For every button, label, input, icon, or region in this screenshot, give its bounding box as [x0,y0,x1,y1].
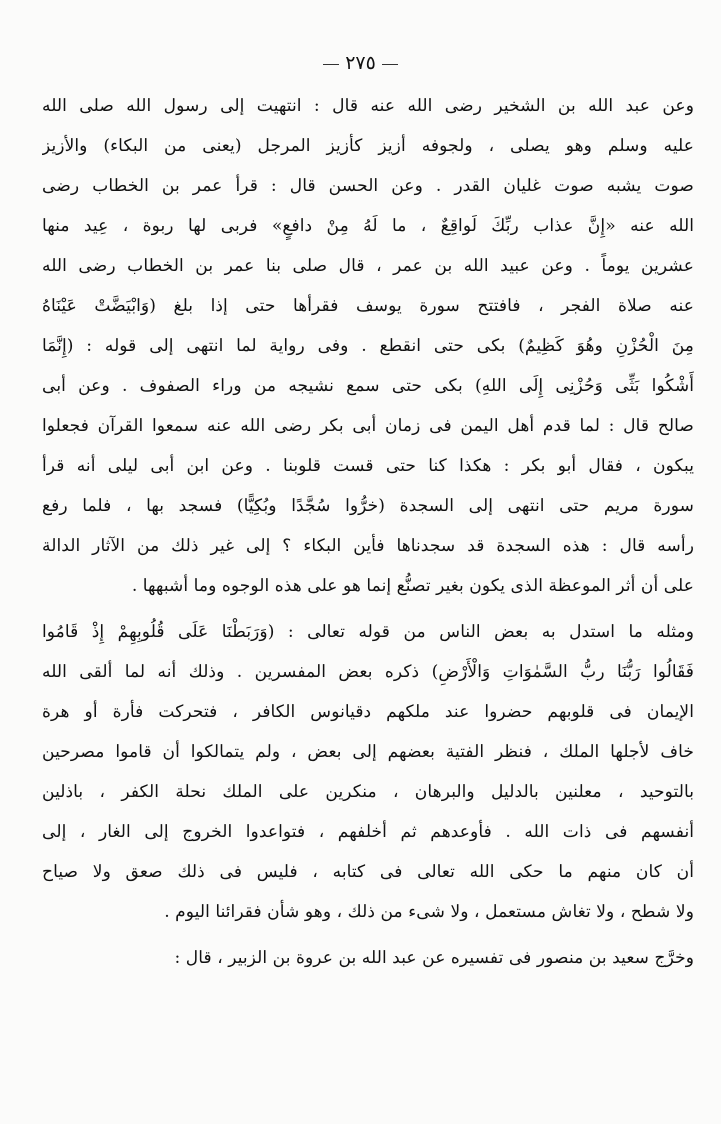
body-text [42,86,694,978]
text-line: ولا شطح ، ولا تغاش مستعمل ، ولا شىء من ذلك ، وهو شأن فقرائنا اليوم . [164,902,694,922]
text-line: وعن عبد الله بن الشخير رضى الله عنه قال : انتهيت إلى رسول الله صلى الله [42,96,694,116]
text-line: عنه صلاة الفجر ، فافتتح سورة يوسف فقرأها حتى إذا بلغ (وَابْيَضَّتْ عَيْنَاهُ [42,296,694,316]
text-line: الله عنه «إِنَّ عذاب ربِّكَ لَواقِعٌ ، ما لَهُ مِنْ دافعٍ» فربى لها ربوة ، عِيد منها [42,216,694,236]
page-number: ٢٧٥ [345,52,376,74]
paragraph-1 [42,86,694,606]
text-line: أَشْكُوا بَثِّى وَحُزْنِى إِلَى اللهِ) بكى حتى سمع نشيجه من وراء الصفوف . وعن أبى [42,376,694,396]
text-line: صالح قال : لما قدم أهل اليمن فى زمان أبى بكر رضى الله عنه سمعوا القرآن فجعلوا [42,416,694,436]
page-header [0,52,721,74]
text-line: يبكون ، فقال أبو بكر : هكذا كنا حتى قست قلوبنا . وعن ابن أبى ليلى أنه قرأ [42,456,694,476]
left-dash [323,64,339,65]
text-line: الإيمان فى قلوبهم حضروا عند ملكهم دقيانوس الكافر ، فتحركت فأرة أو هرة [42,702,694,722]
text-line: عليه وسلم وهو يصلى ، ولجوفه أزيز كأزيز المرجل (يعنى من البكاء) والأزيز [42,136,694,156]
text-line: ومثله ما استدل به بعض الناس من قوله تعالى : (وَرَبَطْنَا عَلَى قُلُوبِهِمْ إِذْ قَامُوا [42,622,694,642]
text-line: رأسه قال : هذه السجدة قد سجدناها فأين البكاء ؟ إلى غير ذلك من الآثار الدالة [42,536,694,556]
text-line: أنفسهم فى ذات الله . فأوعدهم ثم أخلفهم ، فتواعدوا الخروج إلى الغار ، إلى [42,822,694,842]
text-line: سورة مريم حتى انتهى إلى السجدة (خرُّوا سُجَّدًا وبُكِيًّا) فسجد بها ، فلما رفع [42,496,694,516]
text-line: صوت يشبه صوت غليان القدر . وعن الحسن قال : قرأ عمر بن الخطاب رضى [42,176,694,196]
text-line: وخرَّج سعيد بن منصور فى تفسيره عن عبد الله بن عروة بن الزبير ، قال : [174,948,694,968]
text-line: على أن أثر الموعظة الذى يكون بغير تصنُّع إنما هو على هذه الوجوه وما أشبهها . [131,576,694,596]
text-line: عشرين يوماً . وعن عبيد الله بن عمر ، قال صلى بنا عمر بن الخطاب رضى الله [42,256,694,276]
text-line: أن كان منهم ما حكى الله تعالى فى كتابه ، فليس فى ذلك صعق ولا صياح [42,862,694,882]
text-line: بالتوحيد ، معلنين بالدليل والبرهان ، منكرين على الملك نحلة الكفر ، باذلين [42,782,694,802]
right-dash [382,64,398,65]
text-line: مِنَ الْحُزْنِ وهُوَ كَظِيمٌ) بكى حتى انقطع . وفى رواية لما انتهى إلى قوله : (إِنَّمَا [42,336,694,356]
paragraph-2 [42,612,694,932]
text-line: فَقَالُوا رَبُّنَا ربُّ السَّمٰوَاتِ وَالْأَرْضِ) ذكره بعض المفسرين . وذلك أنه لما ألقى الله [42,662,694,682]
paragraph-3 [42,938,694,978]
text-line: خاف لأجلها الملك ، فنظر الفتية بعضهم إلى بعض ، ولم يتمالكوا أن قاموا مصرحين [42,742,694,762]
